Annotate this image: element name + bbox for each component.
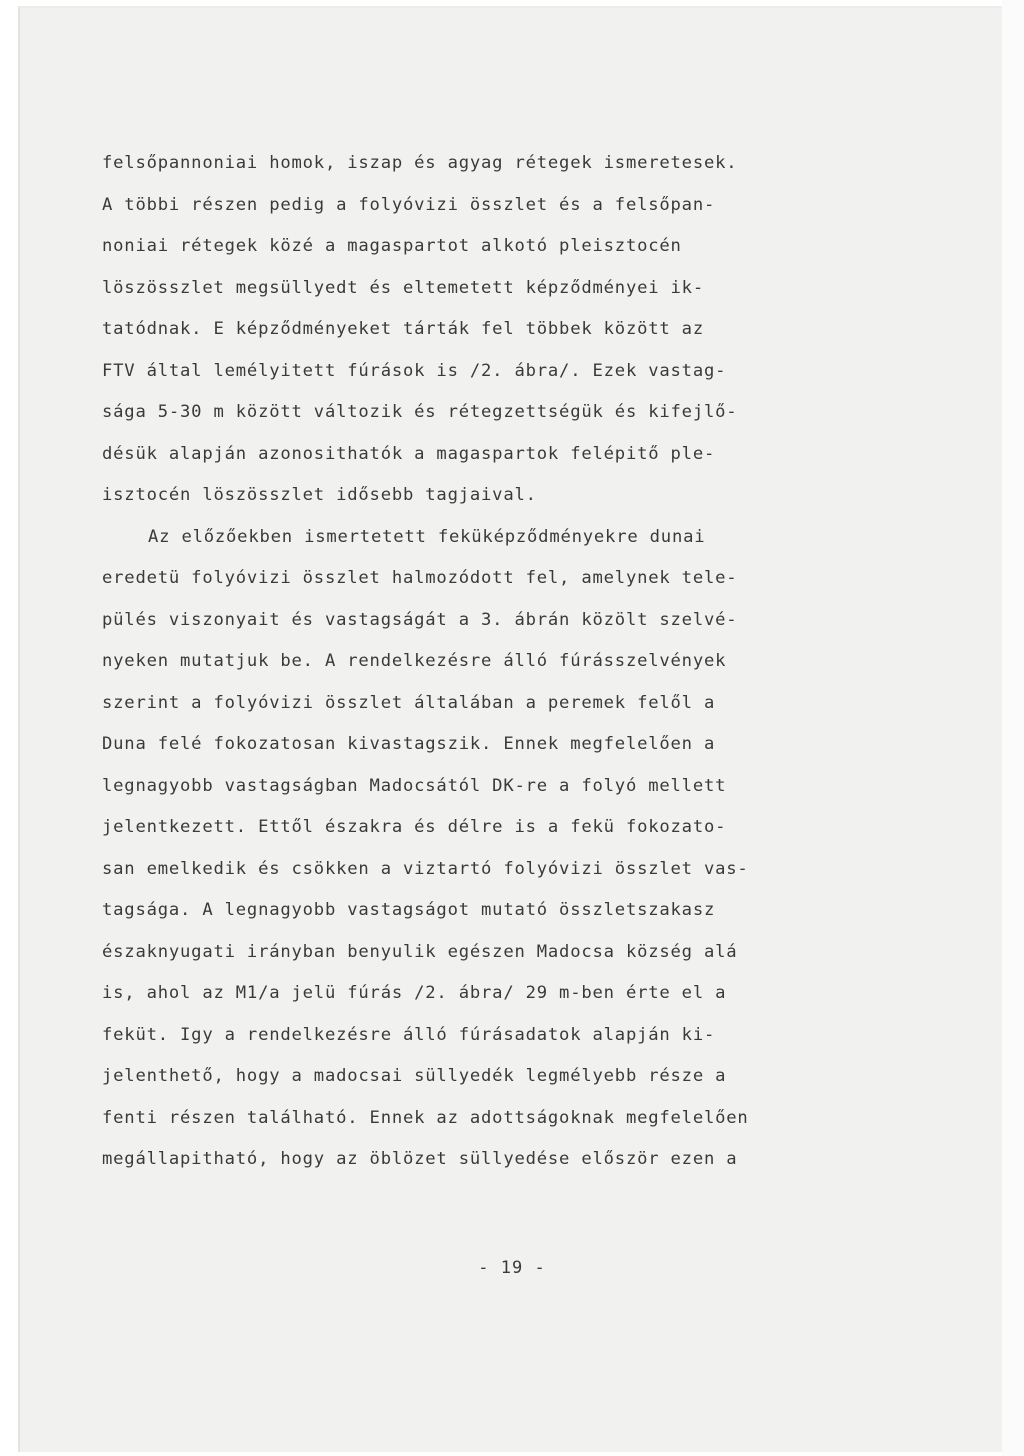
text-line: Duna felé fokozatosan kivastagszik. Ennek megfelelően a — [102, 734, 716, 754]
paragraph-first-line: Az előzőekben ismertetett feküképződményekre dunai — [148, 526, 706, 547]
text-line: jelenthető, hogy a madocsai süllyedék legmélyebb része a — [102, 1066, 727, 1086]
text-line: jelentkezett. Ettől északra és délre is a fekü fokozato- — [102, 817, 727, 837]
text-line: szerint a folyóvizi összlet általában a peremek felől a — [102, 692, 716, 713]
text-line: FTV által lemélyitett fúrások is /2. ábra/. Ezek vastag- — [102, 360, 727, 381]
text-line: A többi részen pedig a folyóvizi összlet és a felsőpan- — [102, 194, 716, 215]
text-line: nyeken mutatjuk be. A rendelkezésre álló fúrásszelvények — [102, 651, 727, 671]
text-line: pülés viszonyait és vastagságát a 3. ábrán közölt szelvé- — [102, 609, 738, 630]
text-line: isztocén löszösszlet idősebb tagjaival. — [102, 485, 537, 505]
text-line: legnagyobb vastagságban Madocsától DK-re a folyó mellett — [102, 775, 727, 796]
text-line: északnyugati irányban benyulik egészen Madocsa község alá — [102, 941, 738, 962]
text-line: fenti részen található. Ennek az adottságoknak megfelelően — [102, 1107, 749, 1128]
text-line: felsőpannoniai homok, iszap és agyag rétegek ismeretesek. — [102, 153, 738, 173]
text-line: löszösszlet megsüllyedt és eltemetett képződményei ik- — [102, 277, 704, 298]
text-line: sága 5-30 m között változik és rétegzettségük és kifejlő- — [102, 402, 738, 422]
body-text — [102, 143, 862, 1181]
text-line: megállapitható, hogy az öblözet süllyedése először ezen a — [102, 1149, 738, 1169]
text-line: is, ahol az M1/a jelü fúrás /2. ábra/ 29 m-ben érte el a — [102, 983, 727, 1003]
text-line: tagsága. A legnagyobb vastagságot mutató összletszakasz — [102, 900, 716, 920]
text-line: eredetü folyóvizi összlet halmozódott fel, amelynek tele- — [102, 568, 738, 588]
text-line: feküt. Igy a rendelkezésre álló fúrásadatok alapján ki- — [102, 1024, 716, 1045]
text-line: tatódnak. E képződményeket tárták fel többek között az — [102, 319, 704, 339]
text-line: san emelkedik és csökken a viztartó folyóvizi összlet vas- — [102, 858, 749, 879]
page-edge — [1002, 0, 1024, 1456]
text-line: noniai rétegek közé a magaspartot alkotó pleisztocén — [102, 236, 682, 256]
text-line: désük alapján azonosithatók a magaspartok felépitő ple- — [102, 443, 716, 464]
page-number: - 19 - — [478, 1258, 546, 1278]
